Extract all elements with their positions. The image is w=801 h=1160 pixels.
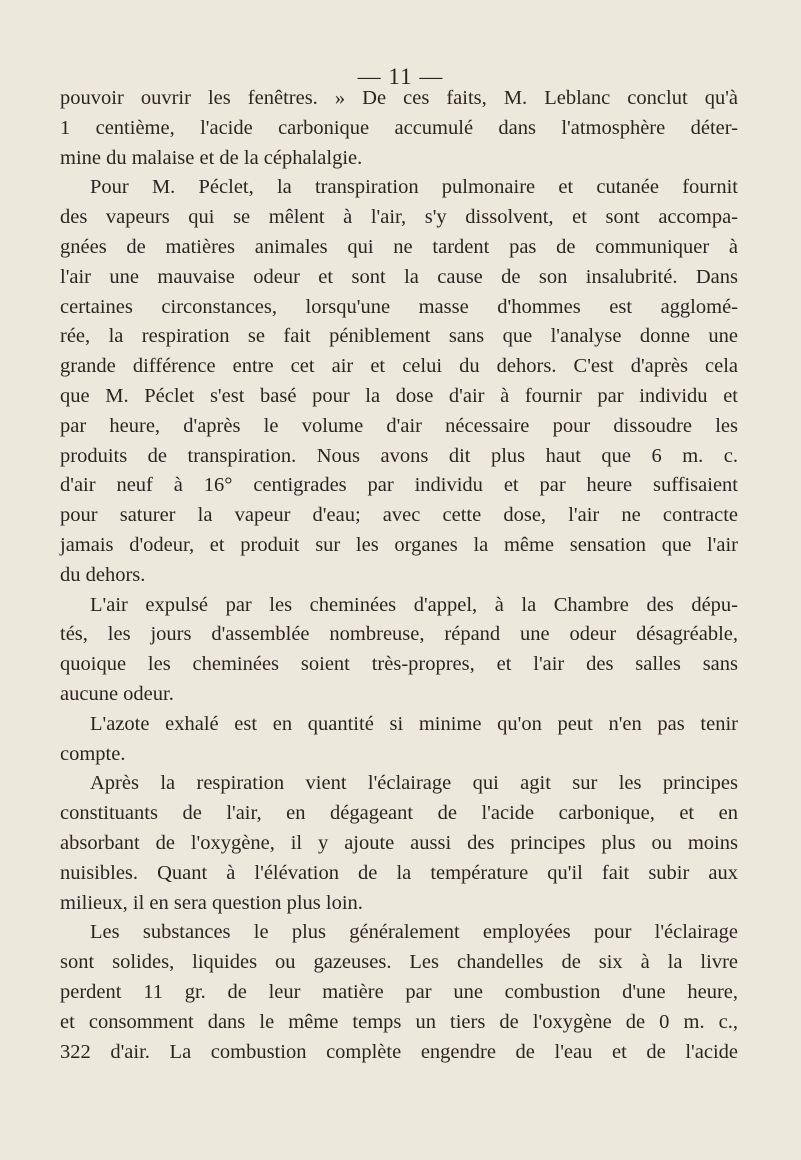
text-line: grande différence entre cet air et celui du dehors. C'est d'après cela <box>60 355 738 378</box>
text-line: que M. Péclet s'est basé pour la dose d'air à fournir par individu et <box>60 384 738 407</box>
text-line: des vapeurs qui se mêlent à l'air, s'y dissolvent, et sont accompa- <box>60 206 738 229</box>
text-line: aucune odeur. <box>60 682 174 705</box>
text-line: nuisibles. Quant à l'élévation de la température qu'il fait subir aux <box>60 861 738 884</box>
page-number: — 11 — <box>357 64 444 89</box>
text-line: certaines circonstances, lorsqu'une masse d'hommes est agglomé- <box>60 295 738 318</box>
text-line: constituants de l'air, en dégageant de l'acide carbonique, et en <box>60 802 738 825</box>
text-line: sont solides, liquides ou gazeuses. Les chandelles de six à la livre <box>60 951 738 974</box>
body-text <box>60 84 738 1067</box>
text-line: Les substances le plus généralement employées pour l'éclairage <box>90 921 738 944</box>
text-line: milieux, il en sera question plus loin. <box>60 891 363 914</box>
text-line: perdent 11 gr. de leur matière par une combustion d'une heure, <box>60 980 738 1003</box>
text-line: d'air neuf à 16° centigrades par individu et par heure suffisaient <box>60 474 738 497</box>
text-line: rée, la respiration se fait péniblement sans que l'analyse donne une <box>60 325 738 348</box>
text-line: et consomment dans le même temps un tiers de l'oxygène de 0 m. c., <box>60 1010 738 1033</box>
text-line: L'air expulsé par les cheminées d'appel, à la Chambre des dépu- <box>90 593 738 616</box>
text-line: mine du malaise et de la céphalalgie. <box>60 146 363 169</box>
text-line: du dehors. <box>60 563 146 586</box>
text-line: par heure, d'après le volume d'air nécessaire pour dissoudre les <box>60 414 738 437</box>
text-line: Pour M. Péclet, la transpiration pulmonaire et cutanée fournit <box>90 176 738 199</box>
text-line: L'azote exhalé est en quantité si minime qu'on peut n'en pas tenir <box>90 712 738 735</box>
text-line: compte. <box>60 742 126 765</box>
text-line: l'air une mauvaise odeur et sont la cause de son insalubrité. Dans <box>60 265 738 288</box>
text-line: tés, les jours d'assemblée nombreuse, répand une odeur désagréable, <box>60 623 738 646</box>
text-line: 322 d'air. La combustion complète engendre de l'eau et de l'acide <box>60 1040 738 1063</box>
text-line: pouvoir ouvrir les fenêtres. » De ces faits, M. Leblanc conclut qu'à <box>60 87 738 109</box>
text-line: absorbant de l'oxygène, il y ajoute aussi des principes plus ou moins <box>60 831 738 854</box>
text-line: jamais d'odeur, et produit sur les organes la même sensation que l'air <box>60 533 738 556</box>
text-line: 1 centième, l'acide carbonique accumulé dans l'atmosphère déter- <box>60 116 738 139</box>
text-line: gnées de matières animales qui ne tardent pas de communiquer à <box>60 235 738 258</box>
text-line: pour saturer la vapeur d'eau; avec cette dose, l'air ne contracte <box>60 504 738 527</box>
text-line: produits de transpiration. Nous avons dit plus haut que 6 m. c. <box>60 444 738 467</box>
text-line: Après la respiration vient l'éclairage qui agit sur les principes <box>90 772 738 795</box>
text-line: quoique les cheminées soient très-propres, et l'air des salles sans <box>60 653 738 676</box>
